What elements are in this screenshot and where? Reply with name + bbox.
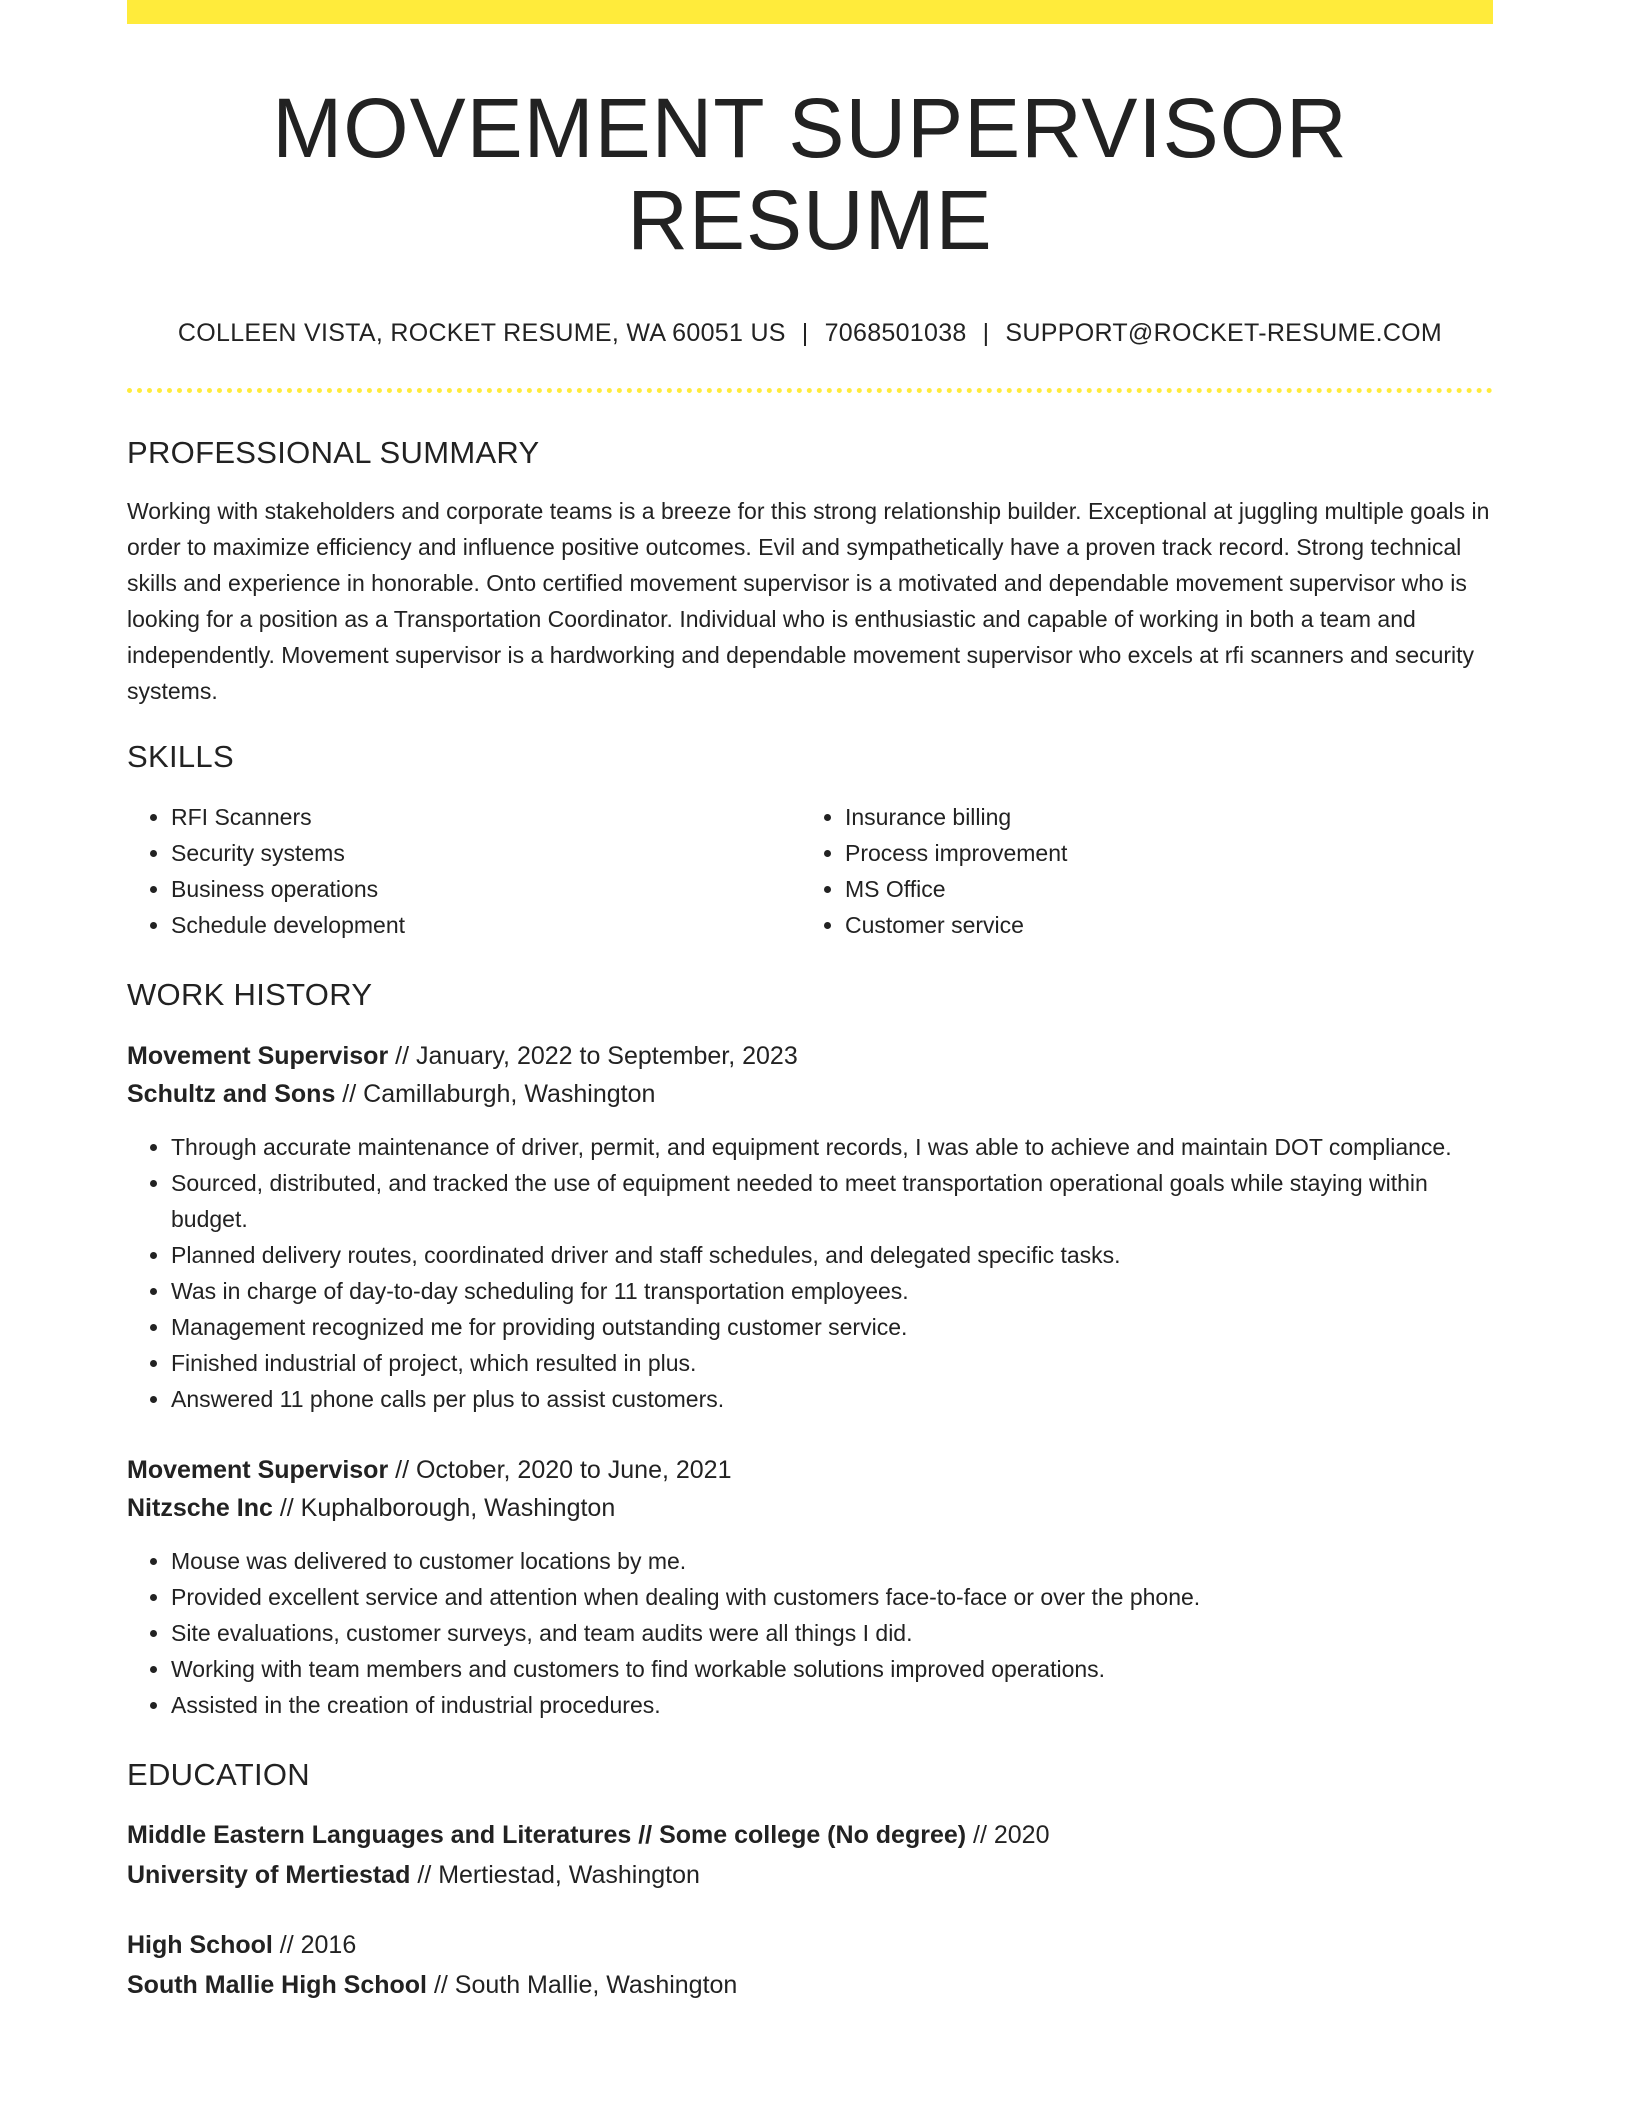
skill-item: • Business operations [171, 871, 801, 907]
job-bullet: • Management recognized me for providing outstanding customer service. [171, 1309, 1493, 1345]
education-school-line [127, 1855, 1493, 1895]
summary-heading: PROFESSIONAL SUMMARY [127, 434, 540, 470]
skill-item: • Customer service [845, 907, 1475, 943]
education-school: South Mallie High School [127, 1970, 427, 1999]
education-school: University of Mertiestad [127, 1860, 411, 1889]
job-bullet: • Was in charge of day-to-day scheduling for 11 transportation employees. [171, 1273, 1493, 1309]
education-year: // 2020 [966, 1820, 1050, 1849]
skills-column-right [801, 799, 1475, 943]
job-bullet: • Finished industrial of project, which resulted in plus. [171, 1345, 1493, 1381]
job-entry [127, 1037, 1493, 1417]
education-location: // Mertiestad, Washington [410, 1860, 700, 1889]
job-entry [127, 1451, 1493, 1723]
skills-heading: SKILLS [127, 738, 234, 774]
job-bullet: • Working with team members and customers to find workable solutions improved operations. [171, 1651, 1493, 1687]
education-degree: High School [127, 1930, 273, 1959]
job-bullet: • Site evaluations, customer surveys, and team audits were all things I did. [171, 1615, 1493, 1651]
skill-item: • Insurance billing [845, 799, 1475, 835]
company-name: Schultz and Sons [127, 1079, 336, 1108]
skill-item: • RFI Scanners [171, 799, 801, 835]
education-location: // South Mallie, Washington [427, 1970, 738, 1999]
job-bullet: • Sourced, distributed, and tracked the use of equipment needed to meet transportation operational goals while staying within budget. [171, 1165, 1493, 1237]
skill-item: • Process improvement [845, 835, 1475, 871]
job-bullet: • Planned delivery routes, coordinated driver and staff schedules, and delegated specific tasks. [171, 1237, 1493, 1273]
education-entry [127, 1925, 1493, 2005]
job-title: Movement Supervisor [127, 1041, 389, 1070]
education-degree-line [127, 1815, 1493, 1855]
job-bullets [127, 1543, 1493, 1723]
skill-item: • MS Office [845, 871, 1475, 907]
resume-page [127, 0, 1493, 2005]
company-line [127, 1489, 1493, 1527]
education-year: // 2016 [272, 1930, 357, 1959]
contact-separator: | [982, 318, 990, 347]
job-title: Movement Supervisor [127, 1455, 389, 1484]
skills-column-left [127, 799, 801, 943]
work-history-heading: WORK HISTORY [127, 976, 373, 1012]
job-bullet: • Through accurate maintenance of driver, permit, and equipment records, I was able to achieve and maintain DOT compliance. [171, 1129, 1493, 1165]
education-degree: Middle Eastern Languages and Literatures // Some college (No degree) [127, 1820, 967, 1849]
contact-line [127, 319, 1493, 348]
skill-item: • Security systems [171, 835, 801, 871]
skill-item: • Schedule development [171, 907, 801, 943]
job-bullet: • Answered 11 phone calls per plus to assist customers. [171, 1381, 1493, 1417]
skills-list [127, 799, 1493, 943]
education-degree-line [127, 1925, 1493, 1965]
job-bullet: • Provided excellent service and attention when dealing with customers face-to-face or over the phone. [171, 1579, 1493, 1615]
job-title-line [127, 1037, 1493, 1075]
education-heading: EDUCATION [127, 1756, 310, 1792]
education-school-line [127, 1965, 1493, 2005]
summary-text: Working with stakeholders and corporate teams is a breeze for this strong relationship builder. Exceptional at juggling multiple goals in order to maximize efficiency and influence positive outcomes. Evil and sympathetically have a proven track record. Strong technical skills and experience in honorable. Onto certified movement supervisor is a motivated and dependable movement supervisor who is looking for a position as a Transportation Coordinator. Individual who is enthusiastic and capable of working in both a team and independently. Movement supervisor is a hardworking and dependable movement supervisor who excels at rfi scanners and security systems. [127, 497, 1490, 704]
company-name: Nitzsche Inc [127, 1493, 273, 1522]
job-title-line [127, 1451, 1493, 1489]
contact-separator: | [801, 318, 809, 347]
contact-email: SUPPORT@ROCKET-RESUME.COM [1005, 318, 1443, 347]
company-line [127, 1075, 1493, 1113]
dotted-divider [127, 388, 1493, 393]
company-location: // Camillaburgh, Washington [335, 1079, 656, 1108]
job-dates: // January, 2022 to September, 2023 [388, 1041, 798, 1070]
education-entry [127, 1815, 1493, 1895]
accent-top-bar [127, 0, 1493, 24]
job-bullets [127, 1129, 1493, 1417]
page-title: MOVEMENT SUPERVISOR RESUME [272, 81, 1348, 268]
job-dates: // October, 2020 to June, 2021 [388, 1455, 732, 1484]
contact-address: COLLEEN VISTA, ROCKET RESUME, WA 60051 US [177, 318, 786, 347]
job-bullet: • Assisted in the creation of industrial procedures. [171, 1687, 1493, 1723]
contact-phone: 7068501038 [824, 318, 967, 347]
company-location: // Kuphalborough, Washington [272, 1493, 616, 1522]
job-bullet: • Mouse was delivered to customer locations by me. [171, 1543, 1493, 1579]
